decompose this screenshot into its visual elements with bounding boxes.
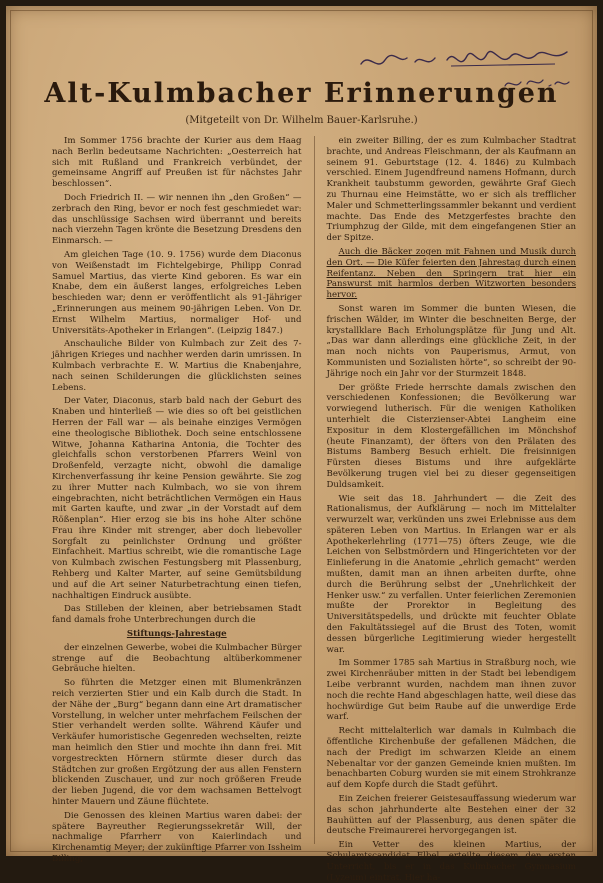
paragraph: Am gleichen Tage (10. 9. 1756) wurde dem Diaconus von Weißenstadt im Fichtelgebirge, Philipp Conrad Samuel Martius, das vierte Kind geboren. Es war ein Knabe, dem ein äußerst langes, erfolgreiches Leben beschieden war; denn er veröffentlicht als 91-Jähriger „Erinnerungen aus meinem 90-jährigen Leben. Von Dr. Ernst Wilhelm Martius, normaliger Hof- und Universitäts-Apotheker in Erlangen“. (Leipzig 1847.) [52, 249, 302, 336]
newspaper-clipping [6, 6, 597, 883]
paragraph: Recht mittelalterlich war damals in Kulmbach die öffentliche Kirchenbuße der gefallenen Mädchen, die nach der Predigt im schwarzen Kleide an einem Nebenaltar vor der ganzen Gemeinde knien mußten. Im benachbarten Coburg wurden sie mit einem Strohkranze auf dem Kopfe durch die Stadt geführt. [326, 726, 576, 791]
paragraph: Sonst waren im Sommer die bunten Wiesen, die frischen Wälder, im Winter die beschneiten Berge, der krystallklare Bach Erholungsplätze für Jung und Alt. „Das war dann allerdings eine glückliche Zeit, in der man noch nichts von Pauperismus, Armut, von Kommunisten und Sozialisten hörte“, so schreibt der 90-Jährige noch ein Jahr vor der Sturmzeit 1848. [326, 303, 576, 379]
paragraph: Anschauliche Bilder von Kulmbach zur Zeit des 7-jährigen Krieges und nachher werden darin umrissen. In Kulmbach verbrachte E. W. Martius die Knabenjahre, nach seinen Schilderungen die glücklichsten seines Lebens. [52, 339, 302, 393]
paragraph: Im Sommer 1785 sah Martius in Straßburg noch, wie zwei Kirchenräuber mitten in der Stadt bei lebendigem Leibe verbrannt wurden, nachdem man ihnen zuvor noch die rechte Hand abgeschlagen hatte, weil diese das hochwürdige Gut beim Raube auf die unwerdige Erde warf. [326, 658, 576, 723]
paragraph: Im Sommer 1756 brachte der Kurier aus dem Haag nach Berlin bedeutsame Nachrichten: „Oesterreich hat sich mit Rußland und Frankreich verbündet, der gemeinsame Angriff auf Preußen ist für nächstes Jahr beschlossen“. [52, 136, 302, 190]
paragraph: Ein Zeichen freierer Geistesauffassung wiederum war das schon jahrhunderte alte Bestehen einer der 32 Bauhütten auf der Plassenburg, aus denen später die deutsche Freimaurerei hervorgegangen ist. [326, 794, 576, 837]
paragraph: Auch die Bäcker zogen mit Fahnen und Musik durch den Ort. — Die Küfer feierten den Jahrestag durch einen Reifentanz. Neben den Springern trat hier ein Panswurst mit harmlos derben Witzworten besonders hervor. [326, 246, 576, 301]
section-heading: Stiftungs-Jahrestage [126, 629, 227, 640]
paragraph: Ein Vetter des kleinen Martius, der Schulamtscandidat Elbel, erteilte diesem den ersten Unterricht, bis er in das Kulmbacher Gymnasium (Lyzeum) eintrat. Hier ha- [326, 840, 576, 883]
column-divider [314, 136, 315, 844]
left-column [52, 136, 302, 864]
right-column [326, 136, 577, 883]
paragraph: So führten die Metzger einen mit Blumenkränzen reich verzierten Stier und ein Kalb durch die Stadt. In der Nähe der „Burg“ begann dann eine Art dramatischer Vorstellung, in welcher unter mehrfachem Feilschen der Stier verhandelt werden sollte. Während Käufer und Verkäufer humoristische Gegenreden wechselten, reizte man heimlich den Stier und mochte ihn dann frei. Mit vorgestreckten Hörnern stürmte dieser durch das Städtchen zur großen Ergötzung der aus allen Fenstern blickenden Zuschauer, und zur noch größeren Freude der lieben Jugend, die vor dem wachsamen Bettelvogt hinter Mauern und Zäune flüchtete. [52, 678, 302, 808]
article-columns [52, 136, 576, 883]
paragraph: Das Stilleben der kleinen, aber betriebsamen Stadt fand damals frohe Unterbrechungen durch die [52, 604, 302, 626]
paragraph: der einzelnen Gewerbe, wobei die Kulmbacher Bürger strenge auf die Beobachtung altüberkommener Gebräuche hielten. [52, 642, 302, 675]
article-title: Alt-Kulmbacher Erinnerungen [44, 78, 559, 109]
paragraph: Doch Friedrich II. — wir nennen ihn „den Großen“ — zerbrach den Ring, bevor er noch fest geschmiedet war: das unschlüssige Sachsen wird überrannt und bereits nach vierzehn Tagen krönte die Besetzung Dresdens den Einmarsch. — [52, 192, 302, 247]
paragraph: Der größte Friede herrschte damals zwischen den verschiedenen Konfessionen; die Bevölkerung war vorwiegend lutherisch. Für die wenigen Katholiken unterhielt die Cisterzienser-Abtei Langheim eine Expositur in dem Klostergefällichen im Mönchshof (heute Finanzamt), der öfters von den Prälaten des Bistums Bamberg Besuch erhielt. Die freisinnigen Fürsten dieses Bistums und ihre aufgeklärte Bevölkerung trugen viel bei zu dieser gegenseitigen Duldsamkeit. [326, 382, 576, 490]
paragraph: Die Genossen des kleinen Martius waren dabei: der spätere Bayreuther Regierungssekretär Will, der nachmalige Pfarrherr von Kaierlindach und Kirchenamtig Meyer; der zukünftige Pfarrer von Issheim Billing; [52, 810, 302, 864]
paragraph: Der Vater, Diaconus, starb bald nach der Geburt des Knaben und hinterließ — wie dies so oft bei geistlichen Herren der Fall war — als beinahe einziges Vermögen eine theologische Bibliothek. Doch seine entschlossene Witwe, Johanna Katharina Antonia, die Tochter des gleichfalls schon verstorbenen Pfarrers Weinl von Droßenfeld, verzagte nicht, obwohl die damalige Kirchenverfassung ihr keine Pension gewährte. Sie zog zu ihrer Mutter nach Kulmbach, wo sie von ihrem eingebrachten, nicht beträchtlichen Vermögen ein Haus mit Garten kaufte, und zwar „in der Vorstadt auf dem Rößenplan“. Hier erzog sie bis ins hohe Alter schöne Frau ihre Kinder mit strenger, aber doch liebevoller Sorgfalt zu peinlichster Ordnung und größter Einfachheit. Martius schreibt, wie die romantische Lage von Kulmbach zwischen Festungsberg mit Plassenburg, Rehberg und Kalter Marter, auf seine Gemütsbildung und auf die Art seiner Naturbetrachtung einen tiefen, nachhaltigen Eindruck ausübte. [52, 396, 302, 601]
paragraph: Wie seit das 18. Jahrhundert — die Zeit des Rationalismus, der Aufklärung — noch im Mittelalter verwurzelt war, verkünden uns zwei Erlebnisse aus dem späteren Leben von Martius. In Erlangen war er als Apothekerlehrling (1771—75) öfters Zeuge, wie die Leichen von Selbstmördern und Hingerichteten vor der Einlieferung in die Anatomie „ehrlich gemacht“ werden mußten, damit man an ihnen arbeiten durfte, ohne durch die Berührung selbst der „Unehrlichkeit der Henker usw.“ zu verfallen. Unter feierlichen Zeremonien mußte der Prorektor in Begleitung des Universitätspedells, und drückte mit feuchter Oblate den Fakultätssiegel auf die Brust des Toten, womit dessen bürgerliche Legitimierung wieder hergestellt war. [326, 493, 576, 655]
article-header [6, 78, 597, 126]
article-subtitle: (Mitgeteilt von Dr. Wilhelm Bauer-Karlsruhe.) [185, 115, 418, 126]
paragraph: ein zweiter Billing, der es zum Kulmbacher Stadtrat brachte, und Andreas Fleischmann, der als Kaufmann an seinem 91. Geburtstage (12. 4. 1846) zu Kulmbach verschied. Einem Jugendfreund namens Hofmann, durch Krankheit taubstumm geworden, gewährte Graf Giech zu Thurnau eine Heimstätte, wo er sich als trefflicher Maler und Schmetterlingssammler bekannt und verdient machte. Das Ende des Metzgerfestes brachte den Triumphzug der Gilde, mit dem eingefangenen Stier an der Spitze. [326, 136, 576, 244]
